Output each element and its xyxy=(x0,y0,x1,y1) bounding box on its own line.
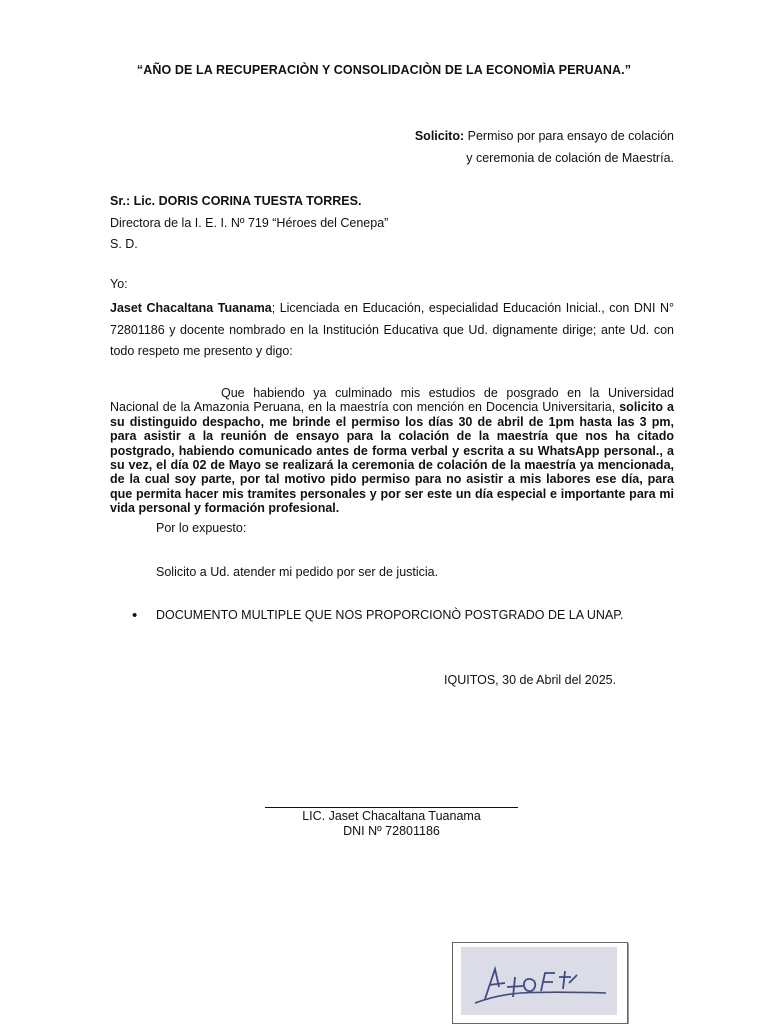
addressee-sd: S. D. xyxy=(110,237,138,251)
body-part-2-bold: solicito a su distinguido despacho, me brinde el permiso los días 30 de abril de 1pm hasta las 3 pm, para asistir a la reunión de ensayo para la colación de la maestría que nos ha citado postgrado, habiendo comunicado antes de forma verbal y escrita a su WhatsApp personal., a su vez, el día 02 de Mayo se realizará la ceremonia de colación de la maestría ya mencionada, de la cual soy parte, por tal motivo pido permiso para no asistir a mis labores ese día, para que permita hacer mis tramites personales y por ser este un día especial e importante para mi vida personal y formación profesional. xyxy=(110,400,674,516)
signature-line xyxy=(265,807,518,808)
addressee-block xyxy=(110,191,388,256)
solicito-line-2: y ceremonia de colación de Maestría. xyxy=(466,150,674,165)
body-paragraph xyxy=(110,386,674,516)
bullet-icon: • xyxy=(132,607,138,624)
greeting-yo: Yo: xyxy=(110,277,128,291)
signature-icon xyxy=(461,947,617,1015)
signatory-name: LIC. Jaset Chacaltana Tuanama xyxy=(302,809,481,823)
handwritten-signature-image xyxy=(461,947,617,1015)
place-date: IQUITOS, 30 de Abril del 2025. xyxy=(444,673,617,687)
attachment-item: DOCUMENTO MULTIPLE QUE NOS PROPORCIONÒ POSTGRADO DE LA UNAP. xyxy=(156,608,624,622)
document-header-title: “AÑO DE LA RECUPERACIÒN Y CONSOLIDACIÒN DE LA ECONOMÌA PERUANA.” xyxy=(136,63,632,77)
addressee-name: Sr.: Lic. DORIS CORINA TUESTA TORRES. xyxy=(110,194,362,208)
intro-text: ; Licenciada en Educación, especialidad Educación Inicial., con DNI N° 72801186 y docente nombrado en la Institución Educativa que Ud. dignamente dirige; ante Ud. con todo respeto me presento y digo: xyxy=(110,301,674,358)
solicito-line-1 xyxy=(274,126,674,148)
solicito-block xyxy=(274,126,674,169)
body-part-1: Que habiendo ya culminado mis estudios de posgrado en la Universidad Nacional de la Amazonia Peruana, en la maestría con mención en Docencia Universitaria, xyxy=(110,386,674,415)
signature-block xyxy=(265,809,518,839)
closing-line-2: Solicito a Ud. atender mi pedido por ser de justicia. xyxy=(156,565,439,579)
sender-name: Jaset Chacaltana Tuanama xyxy=(110,301,272,315)
signatory-dni: DNI Nº 72801186 xyxy=(343,824,440,838)
signature-image-frame xyxy=(452,942,628,1024)
addressee-position: Directora de la I. E. I. Nº 719 “Héroes del Cenepa” xyxy=(110,215,389,230)
intro-paragraph xyxy=(110,298,674,363)
solicito-label: Solicito: xyxy=(414,129,465,143)
closing-line-1: Por lo expuesto: xyxy=(156,521,247,535)
solicito-subject: Permiso por para ensayo de colación xyxy=(464,129,674,143)
